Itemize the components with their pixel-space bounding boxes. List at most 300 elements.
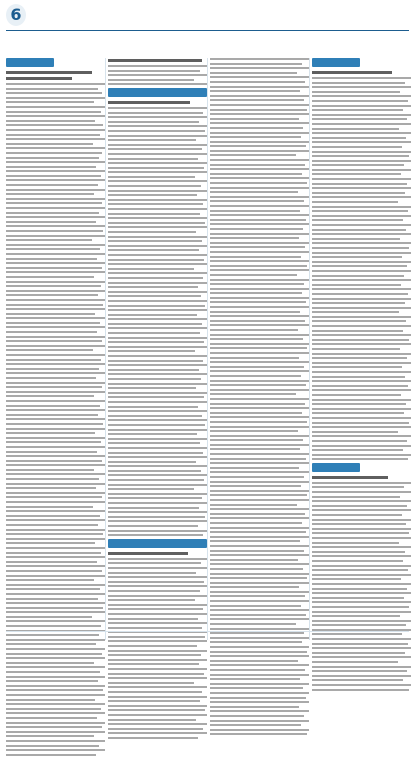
text-line — [312, 192, 405, 194]
text-line — [210, 655, 309, 657]
text-line — [108, 213, 200, 215]
text-line — [6, 754, 96, 756]
text-line — [210, 724, 301, 726]
text-line — [6, 579, 94, 581]
text-line — [210, 393, 296, 395]
text-line — [108, 456, 207, 458]
text-line — [108, 112, 203, 114]
text-line — [312, 164, 404, 166]
text-line — [6, 405, 100, 407]
text-line — [108, 226, 207, 228]
text-line — [210, 586, 299, 588]
text-line — [6, 106, 105, 108]
text-line — [108, 144, 207, 146]
text-line — [6, 694, 105, 696]
text-line — [210, 109, 307, 111]
text-line — [108, 121, 199, 123]
text-line — [108, 116, 207, 118]
text-line — [312, 684, 411, 686]
text-line — [6, 441, 101, 443]
text-line — [210, 628, 309, 630]
text-line — [210, 467, 299, 469]
text-line — [108, 167, 204, 169]
text-line — [312, 353, 411, 355]
text-line — [6, 437, 105, 439]
text-line — [210, 623, 296, 625]
text-line — [312, 247, 409, 249]
text-line — [108, 268, 194, 270]
text-line — [210, 609, 309, 611]
text-line — [108, 636, 205, 638]
text-line — [108, 148, 202, 150]
text-line — [6, 662, 94, 664]
text-line — [210, 421, 307, 423]
text-line — [210, 522, 302, 524]
text-line — [210, 577, 307, 579]
text-line — [108, 392, 207, 394]
text-line — [210, 453, 309, 455]
text-line — [312, 334, 411, 336]
text-line — [312, 215, 411, 217]
text-line — [210, 430, 298, 432]
text-line — [210, 288, 309, 290]
text-line — [6, 124, 103, 126]
text-line — [210, 550, 304, 552]
text-line — [312, 105, 411, 107]
text-line — [312, 242, 411, 244]
text-line — [6, 281, 105, 283]
text-line — [108, 263, 207, 265]
text-line — [312, 399, 411, 401]
text-line — [312, 528, 411, 530]
text-line — [108, 203, 203, 205]
text-line — [6, 157, 99, 159]
text-line — [6, 317, 105, 319]
text-line — [210, 329, 298, 331]
text-line — [312, 514, 402, 516]
text-line — [6, 671, 100, 673]
text-line — [6, 519, 105, 521]
text-line — [6, 290, 105, 292]
text-line — [108, 300, 207, 302]
text-line — [108, 668, 207, 670]
text-line — [312, 422, 409, 424]
text-line — [312, 656, 411, 658]
text-line — [6, 446, 105, 448]
text-line — [6, 593, 105, 595]
text-line — [6, 179, 105, 181]
text-line — [108, 364, 207, 366]
text-line — [108, 327, 207, 329]
text-line — [108, 272, 207, 274]
text-line — [6, 653, 102, 655]
text-line — [312, 380, 411, 382]
text-line — [6, 533, 103, 535]
text-line — [108, 530, 207, 532]
text-line — [312, 376, 405, 378]
text-line — [6, 515, 100, 517]
text-line — [6, 745, 99, 747]
text-line — [312, 362, 411, 364]
text-line — [6, 634, 99, 636]
text-line — [6, 308, 105, 310]
text-line — [312, 210, 408, 212]
text-line — [210, 154, 296, 156]
text-line — [108, 608, 203, 610]
text-line — [210, 660, 298, 662]
text-line — [210, 494, 307, 496]
text-line — [108, 332, 200, 334]
text-line — [312, 233, 411, 235]
text-line — [312, 537, 411, 539]
text-line — [312, 219, 403, 221]
category-bar — [108, 88, 207, 97]
text-line — [6, 561, 97, 563]
text-line — [210, 118, 299, 120]
text-line — [312, 169, 411, 171]
text-line — [210, 260, 309, 262]
text-line — [6, 92, 102, 94]
text-line — [108, 502, 207, 504]
text-line — [6, 464, 105, 466]
text-line — [312, 311, 399, 313]
text-line — [312, 389, 411, 391]
text-line — [312, 565, 411, 567]
text-line — [6, 97, 105, 99]
text-line — [108, 415, 202, 417]
text-line — [6, 478, 99, 480]
text-line — [108, 627, 202, 629]
text-line — [210, 545, 309, 547]
text-line — [108, 705, 207, 707]
text-line — [108, 520, 207, 522]
text-line — [6, 400, 105, 402]
text-line — [6, 262, 105, 264]
text-line — [6, 680, 98, 682]
text-line — [108, 461, 196, 463]
text-line — [312, 431, 398, 433]
notice-title — [108, 59, 202, 62]
text-line — [6, 225, 105, 227]
text-line — [312, 100, 408, 102]
text-line — [210, 265, 307, 267]
notice-column-2 — [108, 58, 207, 742]
text-line — [108, 130, 205, 132]
text-line — [108, 70, 200, 72]
text-line — [6, 120, 95, 122]
text-line — [6, 529, 105, 531]
text-line — [6, 639, 105, 641]
text-line — [312, 546, 411, 548]
text-line — [210, 113, 309, 115]
category-bar — [312, 463, 360, 472]
text-line — [108, 590, 200, 592]
text-line — [312, 454, 411, 456]
text-line — [108, 180, 207, 182]
text-line — [6, 620, 105, 622]
text-line — [312, 620, 411, 622]
text-line — [210, 210, 300, 212]
text-line — [210, 605, 301, 607]
text-line — [6, 138, 105, 140]
text-line — [312, 82, 405, 84]
text-line — [108, 406, 198, 408]
text-line — [6, 575, 105, 577]
text-line — [210, 426, 309, 428]
text-line — [210, 389, 309, 391]
text-line — [210, 214, 309, 216]
text-line — [210, 674, 309, 676]
text-line — [210, 338, 303, 340]
text-line — [210, 122, 309, 124]
text-line — [210, 370, 309, 372]
text-line — [312, 160, 411, 162]
text-line — [312, 284, 401, 286]
text-line — [210, 595, 305, 597]
text-line — [312, 412, 404, 414]
text-line — [108, 659, 207, 661]
text-line — [108, 153, 207, 155]
text-line — [210, 651, 307, 653]
text-line — [6, 221, 96, 223]
text-line — [210, 237, 299, 239]
text-line — [6, 354, 105, 356]
text-line — [210, 324, 309, 326]
text-line — [108, 350, 195, 352]
text-line — [210, 582, 309, 584]
text-line — [6, 244, 105, 246]
text-line — [108, 346, 207, 348]
column-divider — [207, 58, 208, 640]
text-line — [312, 77, 411, 79]
text-line — [312, 555, 411, 557]
text-line — [108, 231, 196, 233]
text-line — [108, 286, 198, 288]
text-line — [312, 440, 407, 442]
text-line — [312, 643, 408, 645]
text-line — [210, 242, 309, 244]
text-line — [210, 200, 304, 202]
category-bar — [108, 539, 207, 548]
text-line — [210, 669, 305, 671]
text-line — [312, 238, 400, 240]
text-line — [312, 252, 411, 254]
text-line — [6, 538, 105, 540]
text-line — [210, 182, 307, 184]
text-line — [210, 343, 309, 345]
text-line — [312, 343, 411, 345]
text-line — [6, 469, 94, 471]
text-line — [108, 429, 207, 431]
text-line — [6, 395, 94, 397]
text-line — [6, 235, 105, 237]
text-line — [108, 650, 207, 652]
text-line — [6, 598, 98, 600]
text-line — [108, 337, 207, 339]
text-line — [108, 176, 195, 178]
text-line — [108, 581, 204, 583]
text-line — [108, 199, 207, 201]
text-line — [6, 267, 102, 269]
text-line — [210, 508, 309, 510]
text-line — [108, 79, 194, 81]
text-line — [210, 687, 303, 689]
text-line — [6, 377, 96, 379]
text-line — [108, 525, 198, 527]
text-line — [312, 114, 411, 116]
text-line — [108, 254, 207, 256]
text-line — [108, 323, 202, 325]
text-line — [210, 315, 309, 317]
text-line — [108, 686, 207, 688]
text-line — [6, 689, 103, 691]
text-line — [6, 588, 100, 590]
text-line — [210, 141, 309, 143]
text-line — [108, 245, 207, 247]
text-line — [6, 294, 98, 296]
text-line — [108, 714, 207, 716]
text-line — [312, 403, 406, 405]
text-line — [6, 547, 105, 549]
text-line — [6, 501, 105, 503]
text-line — [312, 689, 409, 691]
text-line — [210, 398, 309, 400]
text-line — [312, 435, 411, 437]
text-line — [6, 414, 98, 416]
text-line — [210, 499, 309, 501]
text-line — [312, 417, 411, 419]
text-line — [210, 187, 309, 189]
text-line — [210, 403, 305, 405]
text-line — [210, 76, 309, 78]
text-line — [312, 229, 406, 231]
text-line — [312, 560, 403, 562]
text-line — [108, 360, 203, 362]
text-line — [312, 265, 407, 267]
text-line — [210, 706, 299, 708]
text-line — [312, 633, 402, 635]
text-line — [210, 476, 304, 478]
text-line — [210, 361, 309, 363]
text-line — [312, 597, 404, 599]
text-line — [210, 380, 309, 382]
text-line — [6, 170, 105, 172]
notice-column-1 — [6, 58, 105, 758]
text-line — [108, 567, 207, 569]
text-line — [108, 387, 196, 389]
text-line — [6, 749, 105, 751]
text-line — [312, 624, 406, 626]
text-line — [312, 196, 411, 198]
text-line — [312, 445, 411, 447]
text-line — [210, 471, 309, 473]
text-line — [210, 95, 309, 97]
text-line — [108, 723, 207, 725]
text-line — [210, 614, 306, 616]
text-line — [6, 326, 105, 328]
notice-title — [312, 71, 392, 74]
text-line — [6, 166, 96, 168]
text-line — [210, 320, 305, 322]
text-line — [108, 728, 203, 730]
text-line — [312, 320, 406, 322]
text-line — [6, 299, 105, 301]
text-line — [312, 348, 400, 350]
text-line — [108, 424, 205, 426]
text-line — [6, 189, 105, 191]
text-line — [6, 313, 95, 315]
text-line — [312, 505, 407, 507]
text-line — [108, 295, 201, 297]
text-line — [312, 137, 406, 139]
text-line — [312, 206, 411, 208]
text-line — [6, 607, 103, 609]
text-line — [210, 462, 309, 464]
text-line — [108, 604, 207, 606]
text-line — [210, 444, 309, 446]
notice-title — [312, 476, 388, 479]
text-line — [6, 676, 105, 678]
text-line — [6, 712, 105, 714]
text-line — [312, 316, 411, 318]
text-line — [108, 640, 207, 642]
text-line — [312, 385, 408, 387]
text-line — [210, 554, 309, 556]
text-line — [6, 336, 105, 338]
text-line — [108, 677, 207, 679]
text-line — [6, 363, 105, 365]
text-line — [6, 666, 105, 668]
text-line — [6, 207, 105, 209]
notice-title — [108, 101, 190, 104]
text-line — [108, 158, 198, 160]
text-line — [210, 274, 297, 276]
text-line — [312, 183, 407, 185]
text-line — [108, 190, 207, 192]
text-line — [108, 719, 196, 721]
text-line — [108, 682, 194, 684]
text-line — [312, 578, 401, 580]
text-line — [210, 448, 300, 450]
text-line — [210, 481, 309, 483]
text-line — [108, 663, 199, 665]
text-line — [210, 311, 300, 313]
text-line — [6, 460, 102, 462]
text-line — [108, 419, 207, 421]
text-line — [6, 703, 105, 705]
text-line — [210, 683, 309, 685]
text-line — [312, 679, 403, 681]
text-line — [210, 664, 309, 666]
text-line — [6, 625, 101, 627]
text-line — [312, 500, 411, 502]
text-line — [108, 208, 207, 210]
text-line — [210, 347, 307, 349]
text-line — [312, 486, 404, 488]
text-line — [6, 147, 105, 149]
text-line — [108, 74, 207, 76]
text-line — [108, 309, 207, 311]
text-line — [312, 588, 407, 590]
text-line — [6, 349, 93, 351]
text-line — [210, 90, 300, 92]
page-header — [0, 0, 415, 42]
text-line — [210, 641, 302, 643]
text-line — [210, 58, 309, 60]
text-line — [312, 523, 406, 525]
text-line — [6, 708, 101, 710]
text-line — [108, 442, 200, 444]
